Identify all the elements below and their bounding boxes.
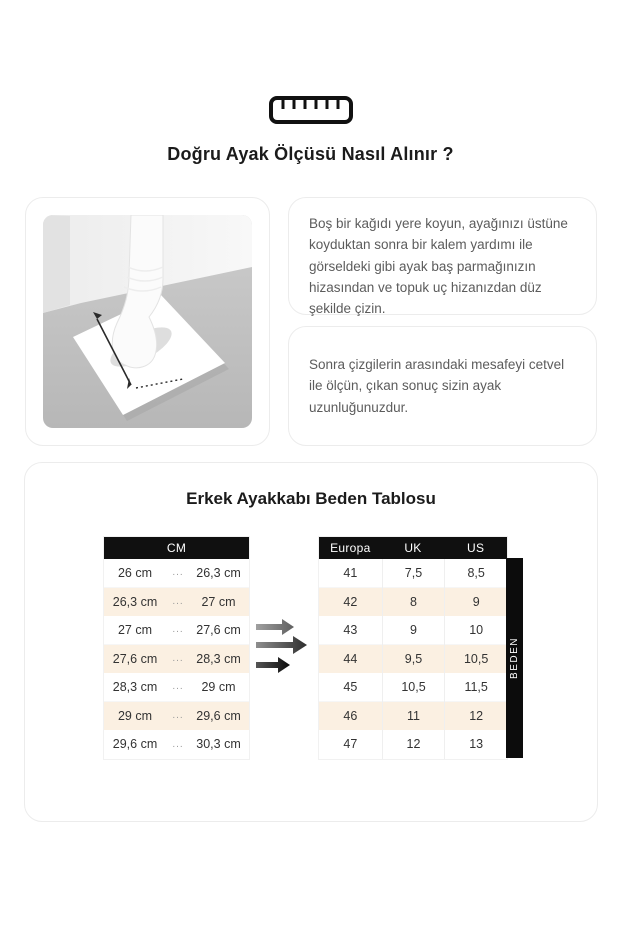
size-eu: 44: [343, 651, 358, 666]
range-dots: ...: [172, 681, 184, 693]
size-eu: 45: [343, 680, 358, 695]
range-dots: ...: [172, 710, 184, 722]
col-header-uk: UK: [404, 541, 422, 555]
table-row: [104, 673, 249, 702]
cm-to: 29 cm: [201, 679, 236, 694]
cm-to: 30,3 cm: [196, 737, 241, 752]
range-dots: ...: [172, 624, 184, 636]
range-dots: ...: [172, 738, 184, 750]
cm-to: 27,6 cm: [196, 622, 241, 637]
cm-from: 26,3 cm: [112, 594, 158, 609]
measure-photo-card: [25, 197, 270, 446]
table-row: [104, 559, 249, 588]
instruction-step-2-text: Sonra çizgilerin arasındaki mesafeyi cetvel ile ölçün, çıkan sonuç sizin ayak uzunluğunuzdur.: [309, 357, 565, 415]
col-header-europa: Europa: [330, 541, 371, 555]
size-us: 9: [444, 588, 507, 617]
range-dots: ...: [172, 596, 184, 608]
table-row: [319, 559, 507, 588]
beden-side-strip: [506, 558, 523, 758]
size-uk: 9: [382, 616, 445, 645]
table-row: [319, 588, 507, 617]
table-row: [319, 673, 507, 702]
table-row: [104, 730, 249, 759]
size-uk: 10,5: [382, 673, 445, 702]
size-us: 10,5: [444, 645, 507, 674]
size-table-title: Erkek Ayakkabı Beden Tablosu: [186, 489, 436, 508]
page-title: Doğru Ayak Ölçüsü Nasıl Alınır ?: [167, 144, 454, 164]
table-row: [104, 645, 249, 674]
cm-to: 26,3 cm: [196, 565, 241, 580]
table-row: [104, 702, 249, 731]
size-table-card: [24, 462, 598, 822]
cm-from: 27 cm: [117, 622, 153, 637]
cm-from: 28,3 cm: [112, 679, 158, 694]
size-eu: 47: [343, 737, 358, 752]
table-row: [319, 730, 507, 759]
size-eu: 43: [343, 623, 358, 638]
instruction-step-1-text: Boş bir kağıdı yere koyun, ayağınızı üstüne koyduktan sonra bir kalem yardımı ile görseldeki gibi ayak baş parmağınızın hizasından ve topuk uç hizanızdan düz şekilde çizin.: [309, 216, 568, 317]
table-row: [104, 588, 249, 617]
size-eu: 42: [343, 594, 358, 609]
cm-from: 26 cm: [117, 565, 153, 580]
cm-to: 29,6 cm: [196, 708, 241, 723]
ruler-icon: [0, 96, 621, 124]
table-row: [319, 645, 507, 674]
instruction-step-2-card: [288, 326, 597, 446]
cm-from: 29 cm: [117, 708, 153, 723]
size-us: 10: [444, 616, 507, 645]
size-uk: 7,5: [382, 559, 445, 588]
size-eu: 41: [343, 566, 358, 581]
table-row: [319, 616, 507, 645]
transfer-arrows-icon: [255, 617, 313, 675]
size-eu: 46: [343, 708, 358, 723]
range-dots: ...: [172, 653, 184, 665]
size-uk: 12: [382, 730, 445, 759]
cm-from: 27,6 cm: [112, 651, 158, 666]
foot-measure-photo: [43, 215, 252, 428]
size-uk: 9,5: [382, 645, 445, 674]
cm-table: [103, 536, 250, 760]
cm-to: 27 cm: [201, 594, 236, 609]
beden-side-label: BEDEN: [509, 637, 520, 679]
size-us: 11,5: [444, 673, 507, 702]
intl-size-table: [318, 536, 508, 760]
table-row: [104, 616, 249, 645]
intl-table-header: [319, 537, 507, 559]
instruction-step-1-card: [288, 197, 597, 315]
cm-from: 29,6 cm: [112, 737, 158, 752]
size-uk: 8: [382, 588, 445, 617]
size-us: 8,5: [444, 559, 507, 588]
cm-table-header: CM: [104, 537, 249, 559]
cm-to: 28,3 cm: [196, 651, 241, 666]
size-uk: 11: [382, 702, 445, 731]
col-header-us: US: [467, 541, 485, 555]
table-row: [319, 702, 507, 731]
size-us: 12: [444, 702, 507, 731]
size-us: 13: [444, 730, 507, 759]
range-dots: ...: [172, 567, 184, 579]
